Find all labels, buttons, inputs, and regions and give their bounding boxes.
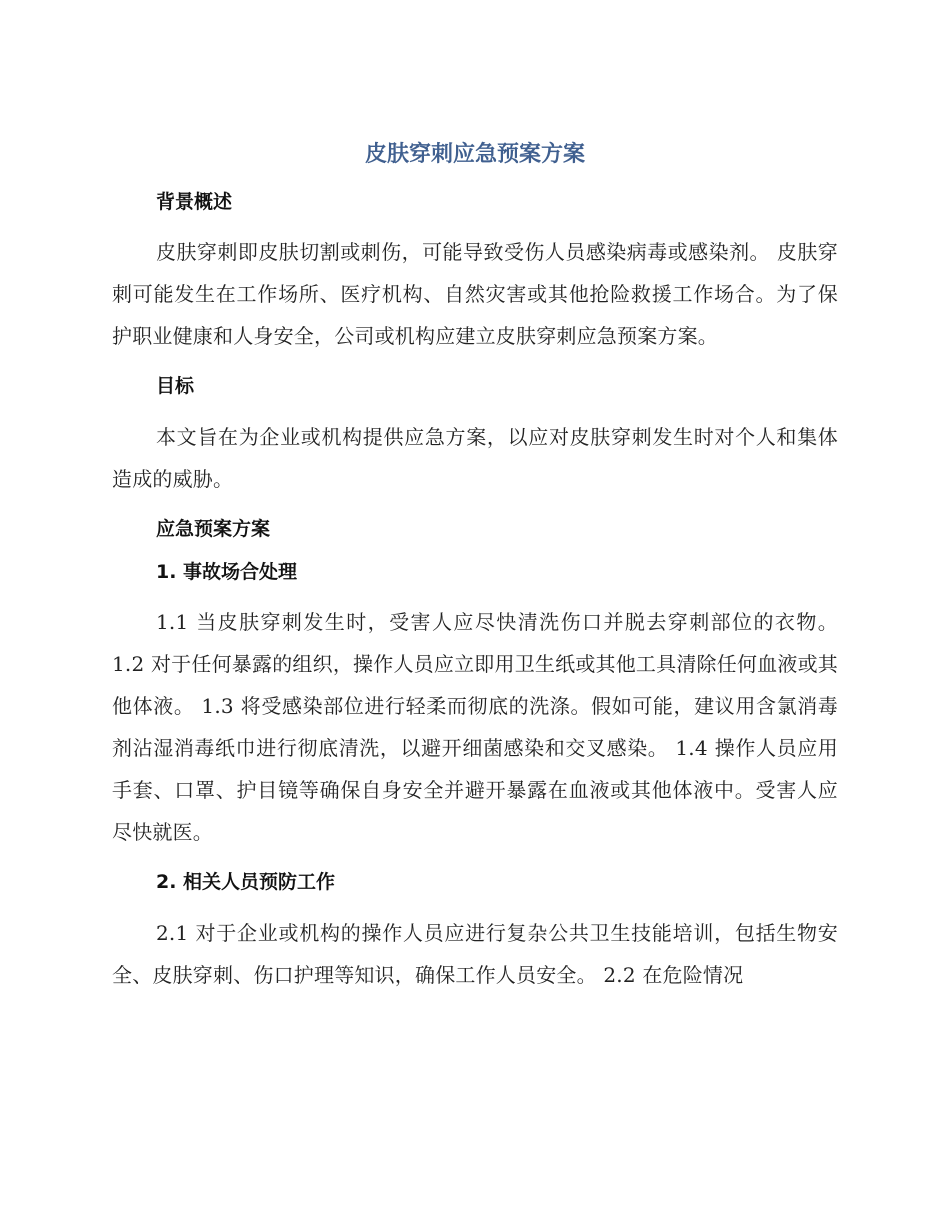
document-title: 皮肤穿刺应急预案方案 [364,142,585,167]
section-heading-background: 背景概述 [156,190,233,213]
section-heading-prevention: 2. 相关人员预防工作 [156,871,336,894]
section-body-goal: 本文旨在为企业或机构提供应急方案，以应对皮肤穿刺发生时对个人和集体造成的威胁。 [112,424,838,491]
section-heading-goal: 目标 [156,375,195,398]
section-body-prevention: 2.1 对于企业或机构的操作人员应进行复杂公共卫生技能培训，包括生物安全、皮肤穿刺、伤口护理等知识，确保工作人员安全。 2.2 在危险情况 [112,920,838,987]
section-heading-accident-handling: 1. 事故场合处理 [156,560,298,583]
section-body-background: 皮肤穿刺即皮肤切割或刺伤，可能导致受伤人员感染病毒或感染剂。 皮肤穿刺可能发生在工作场所、医疗机构、自然灾害或其他抢险救援工作场合。为了保护职业健康和人身安全，公司或机构应建立皮肤穿刺应急预案方案。 [112,240,838,349]
section-heading-plan: 应急预案方案 [156,517,271,540]
section-body-accident-handling: 1.1 当皮肤穿刺发生时，受害人应尽快清洗伤口并脱去穿刺部位的衣物。 1.2 对于任何暴露的组织，操作人员应立即用卫生纸或其他工具清除任何血液或其他体液。 1.3 将受感染部位进行轻柔而彻底的洗涤。假如可能，建议用含氯消毒剂沾湿消毒纸巾进行彻底清洗，以避开细菌感染和交叉感染。 1.4 操作人员应用手套、口罩、护目镜等确保自身安全并避开暴露在血液或其他体液中。受害人应尽快就医。 [112,610,838,845]
